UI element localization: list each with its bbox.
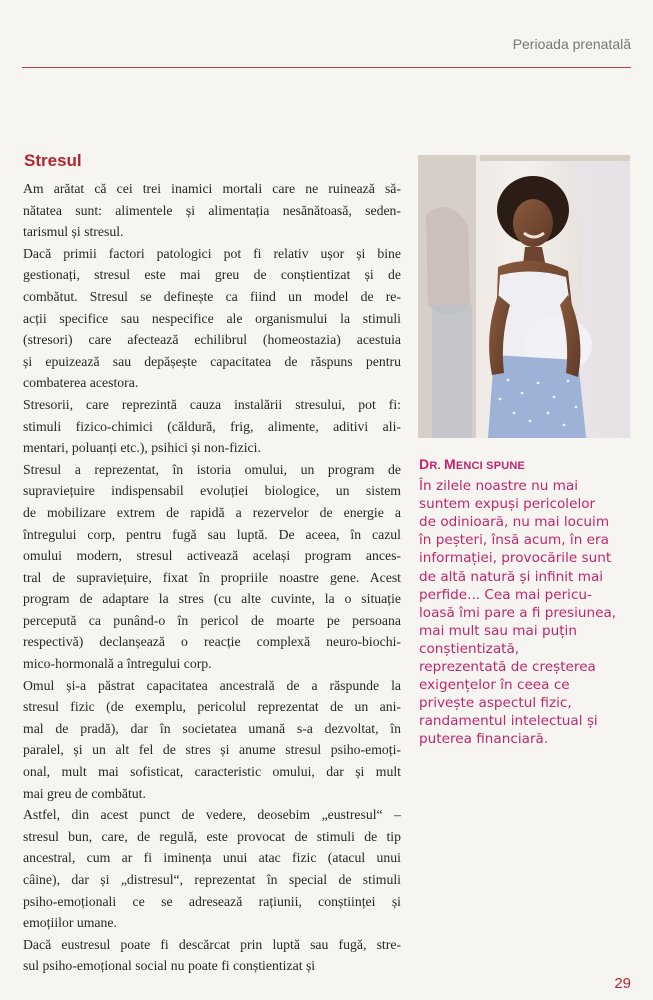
text-line: emoțiilor umane. — [23, 915, 117, 931]
text-line: acții specifice sau nespecifice ale organismului la stimuli — [23, 310, 401, 326]
text-line: întregului corp, pentru fugă sau luptă. De aceea, în cazul — [23, 526, 401, 542]
quote-body — [419, 477, 634, 748]
header-divider — [22, 67, 631, 68]
text-line: Omul și-a păstrat capacitatea ancestrală de a răspunde la — [23, 677, 401, 693]
quote-line: randamentul intelectual și — [419, 713, 598, 730]
quote-line: puterea financiară. — [419, 731, 549, 748]
quote-line: informației, provocările sunt — [419, 550, 612, 567]
section-title: Stresul — [24, 151, 82, 170]
text-line: program de adaptare la stres (cu alte cuvinte, la o situație — [23, 591, 401, 607]
body-paragraph — [23, 178, 401, 243]
page-number: 29 — [614, 975, 631, 992]
body-paragraph — [23, 394, 401, 459]
text-line: câine), dar și „distresul“, reprezentat în special de stimuli — [23, 872, 401, 887]
quote-line: suntem expuși pericolelor — [419, 496, 596, 513]
body-paragraph — [23, 804, 401, 934]
body-paragraph — [23, 459, 401, 675]
text-line: Stresorii, care reprezintă cauza instalării stresului, pot fi: — [23, 396, 401, 412]
quote-title: DR. MENCI SPUNE — [419, 456, 526, 472]
text-line: stimuli fizico-chimici (căldură, frig, alimente, aditivi ali- — [23, 418, 401, 434]
body-paragraph — [23, 675, 401, 805]
text-line: respectivă) declanșează o reacție complexă neuro-biochi- — [23, 634, 401, 650]
text-line: Astfel, din acest punct de vedere, deosebim „eustresul“ – — [23, 807, 401, 823]
quote-line: în peșteri, însă acum, în era — [419, 532, 609, 549]
text-line: sul psiho-emoțional social nu poate fi conștientizat și — [23, 958, 316, 974]
sidebar-quote — [419, 455, 634, 749]
text-line: onal, mult mai sofisticat, caracteristic omului, dar și mult — [23, 764, 401, 780]
text-line: Stresul a reprezentat, în istoria omului, un program de — [23, 461, 401, 477]
running-header: Perioada prenatală — [512, 36, 631, 52]
text-line: gestionați, stresul este mai greu de conștientizat și de — [23, 267, 401, 283]
quote-line: În zilele noastre nu mai — [419, 478, 579, 495]
text-line: Am arătat că cei trei inamici mortali care ne ruinează să- — [23, 181, 401, 196]
body-text — [23, 178, 401, 977]
photo-pregnant-woman — [418, 155, 630, 438]
quote-line: perfide... Cea mai pericu- — [419, 586, 592, 603]
text-line: Dacă primii factori patologici pot fi relativ ușor și bine — [23, 245, 401, 261]
text-line: ancestral, cum ar fi iminența unui atac fizic (atacul unui — [23, 850, 401, 866]
text-line: tarismul și stresul. — [23, 224, 124, 240]
text-line: Dacă eustresul poate fi descărcat prin luptă sau fugă, stre- — [23, 936, 401, 952]
text-line: stresul bun, care, de regulă, este provocat de stimuli de tip — [23, 828, 401, 844]
text-line: supraviețuire indispensabil evoluției biologice, un sistem — [23, 483, 401, 499]
quote-line: conștientizată, — [419, 640, 520, 657]
text-line: și epuizează sau depășește capacitatea de răspuns pentru — [23, 353, 401, 369]
text-line: combătut. Stresul se definește ca fiind un model de re- — [23, 288, 401, 304]
text-line: psiho-emoționali ce se adresează rațiunii, conștiinței și — [23, 893, 401, 909]
quote-line: privește aspectul fizic, — [419, 695, 572, 712]
text-line: mico-hormonală a întregului corp. — [23, 656, 212, 672]
quote-line: mai mult sau mai puțin — [419, 622, 577, 639]
text-line: de mobilizare extrem de rapidă a rezervelor de energie a — [23, 504, 401, 520]
text-line: mal de pradă), dar în societatea umană s-a dezvoltat, în — [23, 720, 401, 736]
text-line: mentari, poluanți etc.), psihici și non-fizici. — [23, 440, 261, 456]
quote-line: exigențelor în ceea ce — [419, 677, 570, 694]
body-paragraph — [23, 934, 401, 977]
text-line: (stresori) care afectează echilibrul (homeostazia) acestuia — [23, 332, 401, 348]
quote-line: de odinioară, nu mai locuim — [419, 514, 610, 531]
quote-line: reprezentată de creșterea — [419, 659, 596, 676]
body-paragraph — [23, 243, 401, 394]
text-line: omului modern, stresul activează același program ances- — [23, 548, 401, 564]
text-line: nătatea sunt: alimentele și alimentația nesănătoasă, seden- — [23, 202, 401, 218]
text-line: stresul fizic (de exemplu, pericolul reprezentat de un ani- — [23, 699, 401, 715]
text-line: percepută ca punând-o în pericol de moarte pe persoana — [23, 612, 401, 628]
quote-line: loasă îmi pare a fi presiunea, — [419, 604, 617, 621]
text-line: mai greu de combătut. — [23, 785, 146, 801]
quote-line: de altă natură și infinit mai — [419, 568, 604, 585]
text-line: tral de supraviețuire, fixat în propriile noastre gene. Acest — [23, 569, 401, 585]
text-line: combaterea acestora. — [23, 375, 139, 391]
text-line: paralel, și un alt fel de stres și anume stresul psiho-emoți- — [23, 742, 401, 758]
